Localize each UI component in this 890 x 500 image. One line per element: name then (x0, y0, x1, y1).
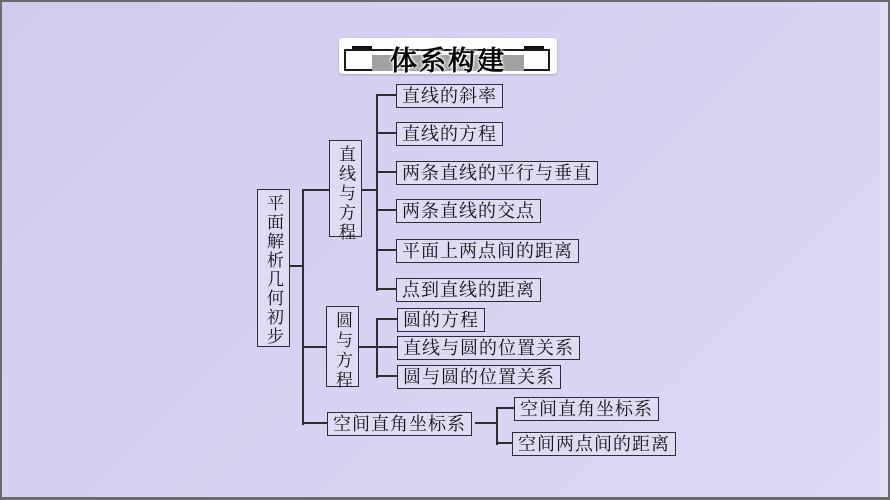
connector-line (377, 132, 396, 134)
connector-line (377, 249, 396, 251)
connector-line (377, 346, 397, 348)
branch-node-lines-and-equations: 直线与方程 (329, 140, 362, 237)
connector-line (304, 422, 327, 424)
connector-line (376, 318, 378, 378)
connector-line (302, 189, 304, 425)
leaf-node-parallel-perpendicular: 两条直线的平行与垂直 (396, 161, 598, 185)
connector-line (377, 288, 396, 290)
page-title: 体系构建 (390, 46, 506, 76)
leaf-node-equation-of-line: 直线的方程 (396, 122, 503, 146)
connector-line (377, 318, 397, 320)
right-edge-strip (880, 2, 888, 497)
root-node: 平面解析几何初步 (257, 189, 290, 347)
connector-line (475, 422, 497, 424)
slide-background (2, 2, 888, 497)
leaf-node-circle-circle-relation: 圆与圆的位置关系 (397, 365, 561, 389)
connector-line (377, 375, 397, 377)
leaf-node-equation-of-circle: 圆的方程 (397, 308, 485, 332)
connector-line (497, 407, 514, 409)
leaf-node-space-coordinate-system: 空间直角坐标系 (514, 397, 659, 421)
connector-line (377, 171, 396, 173)
leaf-node-intersection-of-lines: 两条直线的交点 (396, 199, 541, 223)
connector-line (376, 94, 378, 291)
connector-line (357, 346, 377, 348)
connector-line (497, 442, 512, 444)
connector-line (304, 346, 327, 348)
branch-node-space-coordinate-system: 空间直角坐标系 (327, 412, 472, 436)
leaf-node-distance-point-to-line: 点到直线的距离 (396, 278, 541, 302)
title-banner (339, 38, 557, 74)
leaf-node-distance-two-points-space: 空间两点间的距离 (512, 432, 676, 456)
connector-line (377, 209, 396, 211)
leaf-node-line-circle-relation: 直线与圆的位置关系 (397, 336, 580, 360)
connector-line (496, 407, 498, 445)
connector-line (304, 189, 329, 191)
branch-node-circles-and-equations: 圆与方程 (326, 306, 359, 387)
leaf-node-slope-of-line: 直线的斜率 (396, 84, 503, 108)
leaf-node-distance-two-points-plane: 平面上两点间的距离 (396, 239, 579, 263)
connector-line (377, 94, 396, 96)
